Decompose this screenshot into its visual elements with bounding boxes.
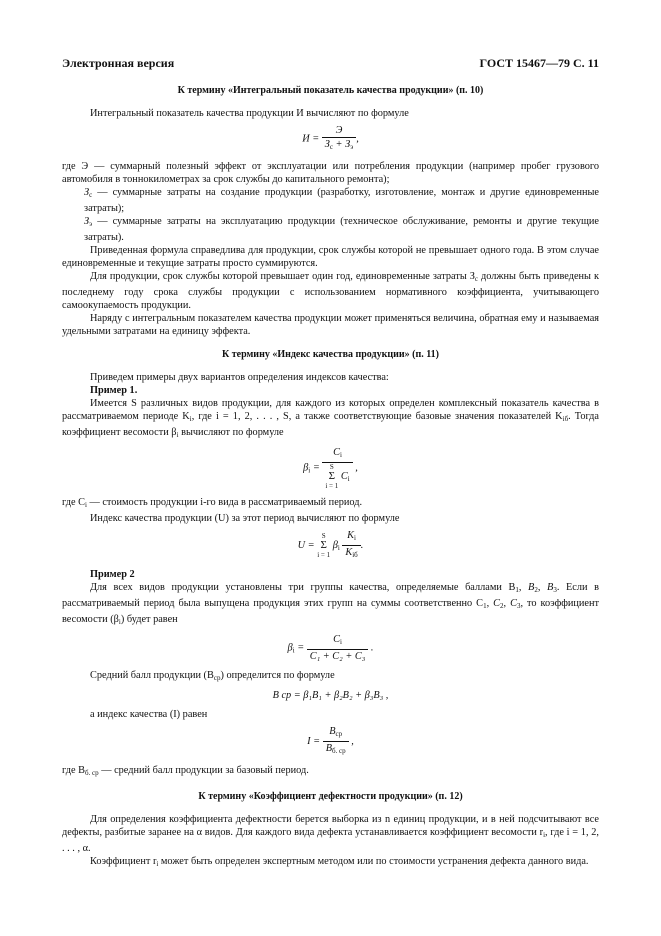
- header-left: Электронная версия: [62, 56, 175, 70]
- paragraph: где $B_{б. ср}$ — средний балл продукции за базовый период.: [62, 765, 309, 777]
- section-heading-defect: К термину «Коэффициент дефектности продукции» (п. 12): [198, 791, 463, 802]
- definitions-list: [62, 160, 599, 244]
- formula-weight-1: $\beta_i$ = $C_i$ S Σ i = 1 $C_i$ ,: [303, 447, 358, 490]
- formula-integral: И = $\frac{Э}{З_с + З_э}$ ,: [302, 125, 359, 151]
- paragraph: Приведенная формула справедлива для продукции, срок службы которой не превышает одного года. В этом случае единовременные и текущие затраты просто суммируются.: [62, 245, 599, 269]
- formula-average-score: B ср = β₁B₁ + β₂B₂ + β₃B₃ ,: [272, 690, 389, 701]
- paragraph: где $C_i$ — стоимость продукции i-го вида в рассматриваемый период.: [62, 497, 363, 509]
- paragraph: Коэффициент $r_i$ может быть определен экспертным методом или по стоимости устранения дефекта данного вида.: [90, 856, 589, 868]
- paragraph: Средний балл продукции $(B_{ср})$ определится по формуле: [90, 670, 335, 682]
- paragraph: Имеется S различных видов продукции, для каждого из которых определен комплексный показатель качества в рассматриваемом периоде $K_i$, где i = 1, 2, . . . , S, а также соответствующие базовые значения показателей $K_{iб}$. Тогда коэффициент весомости $\beta_i$ вычисляют по формуле: [62, 398, 599, 439]
- paragraph: Интегральный показатель качества продукции И вычисляют по формуле: [90, 108, 409, 119]
- definition-item: где Э — суммарный полезный эффект от эксплуатации или потребления продукции (например пробег грузового автомобиля в тоннокилометрах за срок службы до капитального ремонта);: [62, 161, 599, 185]
- definition-item: $З_с$ — суммарные затраты на создание продукции (разработку, изготовление, монтаж и другие единовременные затраты);: [84, 187, 599, 214]
- section-heading-integral: К термину «Интегральный показатель качества продукции» (п. 10): [177, 85, 484, 96]
- paragraph: Для продукции, срок службы которой превышает один год, единовременные затраты $З_с$ должны быть приведены к последнему году срока службы продукции с использованием нормативного коэффициента, учитывающего самоокупаемость продукции.: [62, 271, 599, 311]
- paragraph: Индекс качества продукции (U) за этот период вычисляют по формуле: [90, 513, 400, 524]
- formula-quality-index-i: I = $\frac{B_{ср}}{B_{б. ср}}$ ,: [307, 726, 354, 755]
- document-body: [62, 84, 599, 871]
- paragraph: а индекс качества (I) равен: [90, 709, 208, 720]
- formula-weight-2: $\beta_i$ = $\frac{C_i}{\text{C₁ + C₂ + C₃}}$ .: [287, 634, 374, 662]
- formula-quality-index-u: U = S Σ i = 1 $\beta_i$ $\frac{K_i}{K_{iб}}$ .: [297, 530, 364, 559]
- header-right: ГОСТ 15467—79 С. 11: [479, 56, 599, 70]
- paragraph: Приведем примеры двух вариантов определения индексов качества:: [90, 372, 389, 383]
- paragraph: Для всех видов продукции установлены три группы качества, определяемые баллами $B_1$, $B_2$, $B_3$. Если в рассматриваемый период была выпущена продукция этих групп на суммы соответственно $C_1$, $C_2$, $C_3$, то коэффициент весомости $(\beta_i)$ будет равен: [62, 582, 600, 626]
- definition-item: $З_э$ — суммарные затраты на эксплуатацию продукции (техническое обслуживание, ремонты и другие текущие затраты).: [84, 216, 599, 243]
- paragraph: Наряду с интегральным показателем качества продукции может применяться величина, обратная ему и называемая удельными затратами на единицу эффекта.: [62, 313, 599, 337]
- example-title: Пример 1.: [90, 385, 138, 396]
- paragraph: Для определения коэффициента дефектности берется выборка из n единиц продукции, и в ней подсчитывают все дефекты, разбитые заранее на α видов. Для каждого вида дефекта устанавливается коэффициент весомости $r_i$, где i = 1, 2, . . . , α.: [62, 814, 599, 854]
- section-heading-index: К термину «Индекс качества продукции» (п. 11): [221, 349, 439, 360]
- example-title: Пример 2: [90, 569, 135, 580]
